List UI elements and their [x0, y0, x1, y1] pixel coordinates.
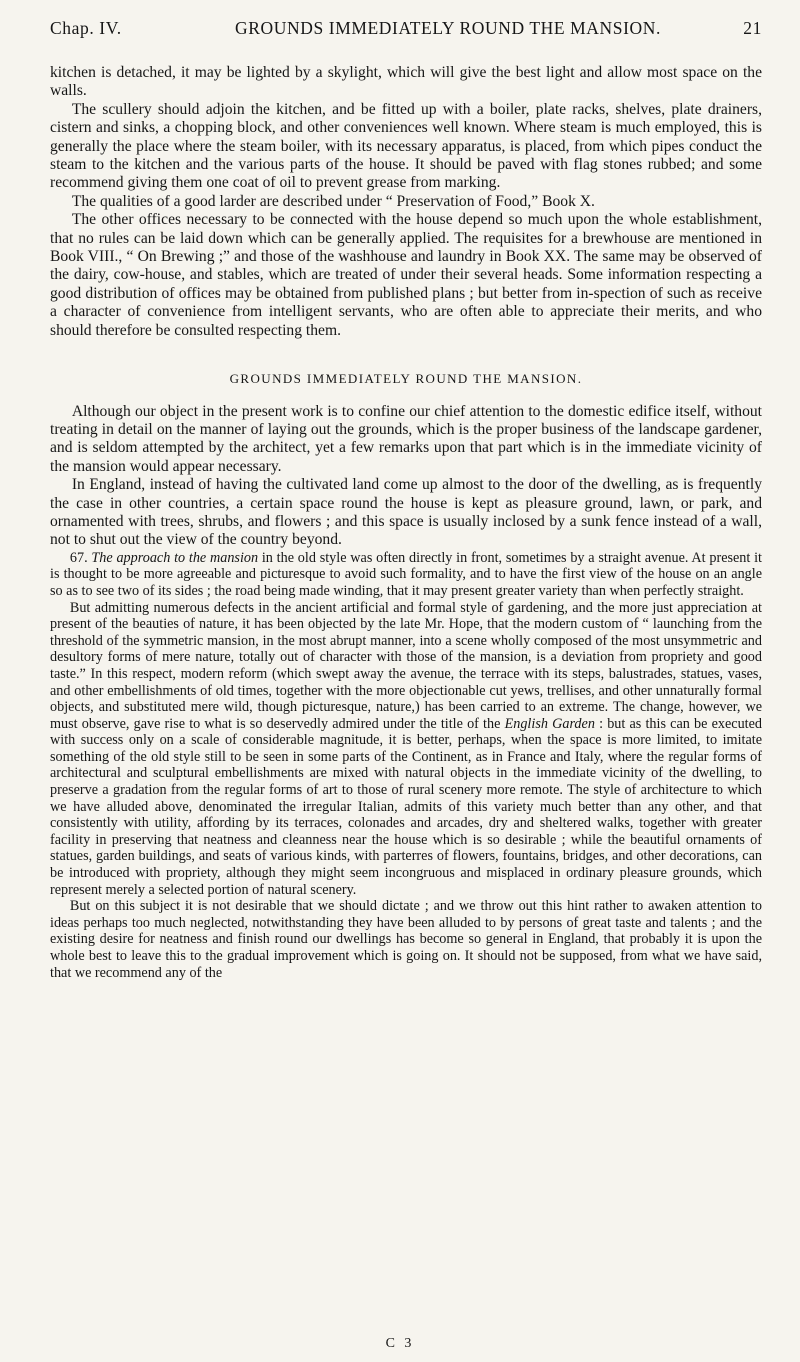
paragraph: The scullery should adjoin the kitchen, and be fitted up with a boiler, plate racks, shelves, plate drainers, cistern and sinks, a chopping block, and other conveniences well known. Where steam is much employed, this is generally the place where the steam boiler, with its necessary apparatus, is placed, from which pipes conduct the steam to the kitchen and the various parts of the house. It should be paved with flag stones rubbed; and some recommend giving them one coat of oil to prevent grease from marking. [50, 100, 762, 192]
italic-term: English Garden [504, 715, 595, 732]
section-heading: GROUNDS IMMEDIATELY ROUND THE MANSION. [229, 371, 583, 387]
paragraph-text: But admitting numerous defects in the ancient artificial and formal style of gardening, and the more just appreciation at present of the beauties of nature, it has been objected by the late Mr. Hope, that the modern custom of “ launching from the threshold of the symmetric mansion, in the most abrupt manner, into a scene wholly composed of the most unsymmetric and desultory forms of mere nature, totally out of character with those of the mansion, is a deviation from propriety and good taste.” In this respect, modern reform (which swept away the avenue, the terrace with its steps, balustrades, statues, vases, and other embellishments of old times, together with the more objectionable cut yews, trellises, and other unnaturally formal objects, and substituted mere wild, though picturesque, nature,) has been carried to an extreme. The change, however, we must observe, gave rise to what is so deservedly admired under the title of the [50, 599, 762, 732]
paragraph-text: in the old style was often directly in front, sometimes by a straight avenue. At present it is thought to be more agreeable and picturesque to avoid such formality, and to have the first view of the house on an angle so as to see two of its sides ; the road being made winding, that it may present greater variety than when perfectly straight. [50, 549, 763, 599]
paragraph: The other offices necessary to be connected with the house depend so much upon the whole establishment, that no rules can be laid down which can be generally applied. The requisites for a brewhouse are mentioned in Book VIII., “ On Brewing ;” and those of the washhouse and laundry in Book XX. The same may be observed of the dairy, cow-house, and stables, which are treated of under their several heads. Some information respecting a good distribution of offices may be obtained from published plans ; but better from in-spection of such as receive a character of convenience from intelligent servants, who are often able to appreciate their merits, and who should therefore be consulted respecting them. [50, 211, 762, 339]
signature-mark: C 3 [385, 1336, 415, 1351]
chapter-label: Chap. IV. [50, 18, 122, 38]
page-number: 21 [743, 18, 762, 38]
paragraph: The qualities of a good larder are described under “ Preservation of Food,” Book X. [71, 192, 595, 210]
paragraph-gardening [50, 600, 762, 899]
italic-heading: The approach to the mansion [91, 549, 259, 566]
paragraph: kitchen is detached, it may be lighted by a skylight, which will give the best light and allow most space on the walls. [50, 64, 762, 100]
page-body [50, 64, 762, 981]
running-header [50, 18, 762, 44]
running-title: GROUNDS IMMEDIATELY ROUND THE MANSION. [235, 18, 661, 38]
paragraph-approach [50, 550, 762, 600]
paragraph: But on this subject it is not desirable that we should dictate ; and we throw out this hint rather to awaken attention to ideas perhaps too much neglected, notwithstanding they have been alluded to by persons of great taste and talents ; and the existing desire for neatness and finish round our dwellings has become so general in England, that probably it is upon the whole best to leave this to the gradual improvement which is going on. It should not be supposed, from what we have said, that we recommend any of the [50, 898, 762, 981]
paragraph-text: : but as this can be executed with success only on a scale of considerable magnitude, it is better, perhaps, when the space is more limited, to imitate something of the old style still to be seen in some parts of the Continent, as in France and Italy, where the regular forms of architectural and sculptural embellishments are mixed with natural objects in the immediate vicinity of the dwelling, to preserve a gradation from the regular forms of art to those of rural scenery more remote. The style of architecture to which we have alluded above, denominated the irregular Italian, admits of this variety much better than any other, and that consistently with utility, affording by its terraces, colonades and arcades, dry and sheltered walks, together with greater facility in preserving that neatness and cleanness near the house which is so desirable ; while the beautiful ornaments of statues, garden buildings, and seats of various kinds, with parterres of flowers, fountains, bridges, and other decorations, can be introduced with propriety, although they might seem incongruous and misplaced in ordinary pleasure grounds, which represent merely a selected portion of natural scenery. [50, 715, 762, 898]
paragraph-number: 67. [69, 549, 88, 566]
paragraph: In England, instead of having the cultivated land come up almost to the door of the dwelling, as is frequently the case in other countries, a certain space round the house is kept as pleasure ground, lawn, or park, and ornamented with trees, shrubs, and flowers ; and this space is usually inclosed by a sunk fence instead of a wall, not to shut out the view of the country beyond. [50, 476, 762, 549]
paragraph: Although our object in the present work is to confine our chief attention to the domestic edifice itself, without treating in detail on the manner of laying out the grounds, which is the proper business of the landscape gardener, and is seldom attempted by the architect, yet a few remarks upon that part which is in the immediate vicinity of the mansion would appear necessary. [50, 402, 762, 475]
